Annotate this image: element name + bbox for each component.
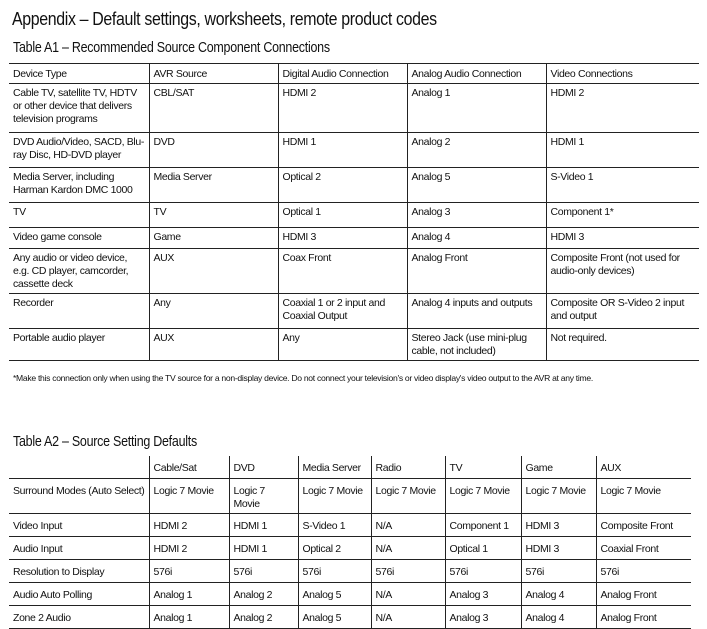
table-cell: AUX: [149, 329, 278, 361]
table-cell: 576i: [445, 560, 521, 583]
header-cell: Digital Audio Connection: [278, 64, 407, 84]
table-cell: Analog 3: [407, 203, 546, 228]
table-cell: Analog 2: [229, 606, 298, 629]
table-cell: Analog 3: [445, 583, 521, 606]
table-cell: Logic 7 Movie: [596, 479, 691, 514]
header-cell: Device Type: [9, 64, 149, 84]
table-cell: Composite Front: [596, 514, 691, 537]
table-cell: Recorder: [9, 294, 149, 329]
table-cell: HDMI 2: [278, 84, 407, 133]
table-cell: 576i: [149, 560, 229, 583]
table-row: [9, 168, 699, 203]
table-cell: 576i: [596, 560, 691, 583]
header-cell: TV: [445, 456, 521, 479]
header-cell: DVD: [229, 456, 298, 479]
table-cell: S-Video 1: [298, 514, 371, 537]
table-cell: Analog 3: [445, 606, 521, 629]
table-cell: Analog Front: [407, 249, 546, 294]
header-cell: Cable/Sat: [149, 456, 229, 479]
table-cell: Resolution to Display: [9, 560, 149, 583]
table-cell: Component 1*: [546, 203, 699, 228]
table-cell: Stereo Jack (use mini-plug cable, not included): [407, 329, 546, 361]
table-cell: Analog 1: [149, 606, 229, 629]
table-cell: Not required.: [546, 329, 699, 361]
table-row: [9, 606, 691, 629]
table-a1-footnote: *Make this connection only when using the TV source for a non-display device. Do not connect your television's or video display's video output to the AVR at any time.: [13, 373, 593, 383]
table-cell: HDMI 2: [149, 537, 229, 560]
table-cell: DVD: [149, 133, 278, 168]
table-cell: Video Input: [9, 514, 149, 537]
table-cell: Media Server: [149, 168, 278, 203]
table-cell: Logic 7 Movie: [229, 479, 298, 514]
table-a1: [9, 63, 699, 361]
table-row: [9, 537, 691, 560]
table-row: [9, 133, 699, 168]
table-cell: N/A: [371, 514, 445, 537]
table-cell: Analog Front: [596, 583, 691, 606]
table-cell: Coax Front: [278, 249, 407, 294]
table-cell: Media Server, including Harman Kardon DMC 1000: [9, 168, 149, 203]
table-cell: Analog 5: [407, 168, 546, 203]
table-header-row: [9, 64, 699, 84]
table-cell: TV: [149, 203, 278, 228]
table-cell: Game: [149, 228, 278, 249]
table-cell: Audio Input: [9, 537, 149, 560]
table-cell: 576i: [521, 560, 596, 583]
header-cell: Game: [521, 456, 596, 479]
table-cell: Optical 2: [278, 168, 407, 203]
table-cell: Analog 4 inputs and outputs: [407, 294, 546, 329]
table-row: [9, 203, 699, 228]
table-cell: HDMI 1: [229, 537, 298, 560]
table-row: [9, 228, 699, 249]
header-cell: AUX: [596, 456, 691, 479]
table-cell: Analog Front: [596, 606, 691, 629]
header-cell: Analog Audio Connection: [407, 64, 546, 84]
table-cell: HDMI 1: [229, 514, 298, 537]
table-cell: N/A: [371, 537, 445, 560]
table-cell: Any: [149, 294, 278, 329]
table-cell: Optical 1: [445, 537, 521, 560]
table-cell: Coaxial Front: [596, 537, 691, 560]
table-cell: Analog 5: [298, 606, 371, 629]
table-cell: Any: [278, 329, 407, 361]
table-row: [9, 294, 699, 329]
header-cell: [9, 456, 149, 479]
header-cell: AVR Source: [149, 64, 278, 84]
table-header-row: [9, 456, 691, 479]
table-cell: HDMI 3: [521, 537, 596, 560]
page-title: Appendix – Default settings, worksheets, remote product codes: [12, 8, 437, 29]
header-cell: Media Server: [298, 456, 371, 479]
table-cell: Optical 2: [298, 537, 371, 560]
table-cell: AUX: [149, 249, 278, 294]
table-cell: Audio Auto Polling: [9, 583, 149, 606]
table-cell: Composite OR S-Video 2 input and output: [546, 294, 699, 329]
header-cell: Video Connections: [546, 64, 699, 84]
table-cell: HDMI 1: [546, 133, 699, 168]
table-cell: Zone 2 Audio: [9, 606, 149, 629]
table-cell: Logic 7 Movie: [298, 479, 371, 514]
table-row: [9, 84, 699, 133]
table-cell: N/A: [371, 606, 445, 629]
table-cell: 576i: [229, 560, 298, 583]
table-cell: Analog 4: [521, 606, 596, 629]
table-cell: 576i: [298, 560, 371, 583]
table-cell: Logic 7 Movie: [445, 479, 521, 514]
table-cell: N/A: [371, 583, 445, 606]
table-cell: Analog 1: [407, 84, 546, 133]
table-a1-title: Table A1 – Recommended Source Component Connections: [13, 40, 330, 56]
table-row: [9, 479, 691, 514]
table-cell: Any audio or video device, e.g. CD player, camcorder, cassette deck: [9, 249, 149, 294]
table-cell: Analog 1: [149, 583, 229, 606]
table-cell: Analog 5: [298, 583, 371, 606]
header-cell: Radio: [371, 456, 445, 479]
table-cell: 576i: [371, 560, 445, 583]
table-cell: S-Video 1: [546, 168, 699, 203]
table-cell: Surround Modes (Auto Select): [9, 479, 149, 514]
table-cell: Composite Front (not used for audio-only devices): [546, 249, 699, 294]
table-row: [9, 514, 691, 537]
table-row: [9, 560, 691, 583]
table-cell: TV: [9, 203, 149, 228]
table-row: [9, 249, 699, 294]
table-cell: Optical 1: [278, 203, 407, 228]
table-cell: CBL/SAT: [149, 84, 278, 133]
table-cell: Coaxial 1 or 2 input and Coaxial Output: [278, 294, 407, 329]
table-cell: HDMI 3: [278, 228, 407, 249]
table-cell: Cable TV, satellite TV, HDTV or other device that delivers television programs: [9, 84, 149, 133]
table-cell: HDMI 2: [546, 84, 699, 133]
table-cell: Analog 2: [229, 583, 298, 606]
table-a2: [9, 456, 691, 629]
table-cell: HDMI 2: [149, 514, 229, 537]
table-cell: Video game console: [9, 228, 149, 249]
table-a2-title: Table A2 – Source Setting Defaults: [13, 434, 197, 450]
table-row: [9, 583, 691, 606]
table-cell: Logic 7 Movie: [149, 479, 229, 514]
table-row: [9, 329, 699, 361]
table-cell: Logic 7 Movie: [371, 479, 445, 514]
table-cell: DVD Audio/Video, SACD, Blu-ray Disc, HD-DVD player: [9, 133, 149, 168]
table-cell: HDMI 3: [546, 228, 699, 249]
table-cell: Logic 7 Movie: [521, 479, 596, 514]
table-cell: Portable audio player: [9, 329, 149, 361]
table-cell: HDMI 1: [278, 133, 407, 168]
table-cell: HDMI 3: [521, 514, 596, 537]
table-cell: Analog 4: [407, 228, 546, 249]
table-cell: Component 1: [445, 514, 521, 537]
table-cell: Analog 2: [407, 133, 546, 168]
table-cell: Analog 4: [521, 583, 596, 606]
